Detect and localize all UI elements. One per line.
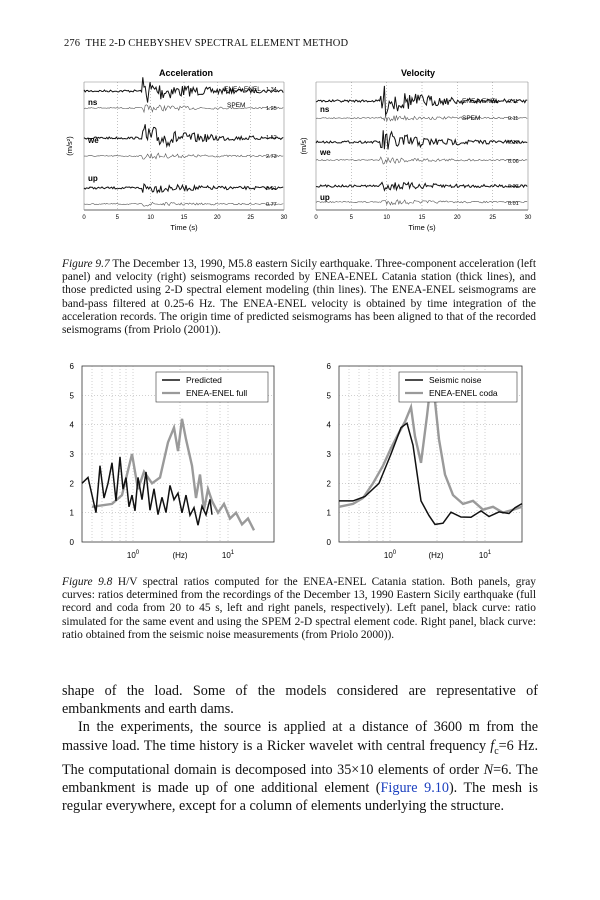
legend-recorded-label: ENEA-ENEL [224, 86, 261, 93]
gray-curve [92, 419, 254, 531]
legend-predicted-label: SPEM [462, 115, 481, 122]
y-tick-label: 5 [69, 391, 74, 401]
figure-9-8 [60, 360, 540, 570]
y-tick-labels [327, 362, 332, 547]
y-tick-label: 1 [326, 508, 331, 518]
caption-label: Figure 9.7 [62, 258, 110, 270]
y-tick-label: 0 [69, 538, 74, 547]
x-tick-label: 5 [349, 215, 353, 221]
x-axis-label: Time (s) [170, 223, 198, 232]
panel-title: Acceleration [158, 68, 214, 78]
y-tick-label: 2 [69, 479, 74, 489]
x-tick-label: 15 [180, 215, 188, 221]
caption-text: The December 13, 1990, M5.8 eastern Sicily earthquake. Three-component acceleration (left panel) and velocity (right) seismograms recorded by ENEA-ENEL Catania station (thick lines), and those predicted using 2-D spectral element modeling (thin lines). The ENEA-ENEL seismograms are band-pass filtered at 0.25-6 Hz. The ENEA-ENEL velocity is obtained by time integration of the acceleration records. The origin time of predicted seismograms has been aligned to that of the recorded seismograms (from Priolo (2001)). [62, 258, 536, 337]
hv-left-panel [70, 362, 274, 560]
y-tick-label: 6 [326, 362, 331, 371]
component-label-we: we [320, 148, 331, 157]
legend [399, 372, 517, 402]
x-tick-label: 0 [82, 215, 86, 221]
caption-label: Figure 9.8 [62, 576, 113, 588]
figure-link[interactable]: Figure 9.10 [380, 779, 449, 796]
legend-entry: ENEA-ENEL full [186, 388, 248, 398]
row-labels [319, 98, 519, 207]
row-labels [87, 86, 277, 208]
component-label-up: up [320, 193, 330, 202]
trace [316, 182, 527, 190]
x-tick-label: $10^0$ [383, 550, 397, 560]
x-tick-label: $10^1$ [478, 550, 492, 560]
hv-right-panel [327, 362, 522, 560]
trace [316, 157, 527, 164]
peak-value: 0.06 [508, 159, 519, 165]
component-label-ns: ns [88, 98, 98, 107]
peak-value: 0.03 [508, 184, 519, 190]
x-tick-label: 30 [524, 215, 532, 221]
trace [316, 200, 527, 205]
y-tick-label: 3 [69, 450, 74, 459]
legend-entry: ENEA-ENEL coda [429, 388, 498, 398]
legend-predicted-label: SPEM [227, 102, 246, 109]
x-tick-label: 25 [489, 215, 497, 221]
x-tick-label: 10 [383, 215, 391, 221]
x-tick-label: 25 [247, 215, 255, 221]
component-label-ns: ns [320, 105, 330, 114]
x-tick-labels [384, 550, 492, 560]
peak-value: 1.25 [266, 106, 277, 112]
x-unit-label: (Hz) [172, 551, 188, 560]
x-tick-labels [127, 550, 235, 560]
panel-title: Velocity [400, 68, 436, 78]
x-axis-label: Time (s) [408, 223, 436, 232]
x-tick-label: 20 [213, 215, 221, 221]
peak-value: 0.11 [508, 99, 519, 105]
x-tick-label: 20 [453, 215, 461, 221]
figure-9-8-caption [62, 576, 536, 642]
x-tick-label: $10^1$ [221, 550, 235, 560]
legend [156, 372, 268, 402]
x-unit-label: (Hz) [428, 551, 444, 560]
y-axis-label: (m/s) [299, 137, 308, 155]
peak-value: 1.34 [266, 87, 277, 93]
peak-value: 0.10 [508, 140, 519, 146]
caption-text: H/V spectral ratios computed for the ENEA-ENEL Catania station. Both panels, gray curves: ratios determined from the recordings of the December 13, 1990 Eastern Sicily earthquake (full record and coda from 20 to 45 s, left and right panels, respectively). Left panel, black curve: ratio simulated for the same event and using the SPEM 2-D spectral element code. Right panel, black curve: ratio obtained from the seismic noise measurements (from Priolo 2000)). [62, 576, 536, 641]
y-tick-labels [70, 362, 75, 547]
trace [84, 202, 283, 206]
x-tick-label: 30 [280, 215, 288, 221]
peak-value: 0.91 [266, 186, 277, 192]
y-tick-label: 2 [326, 479, 331, 489]
y-tick-label: 6 [69, 362, 74, 371]
trace [316, 116, 527, 122]
running-header [64, 38, 348, 49]
legend-entry: Seismic noise [429, 375, 482, 385]
peak-value: 0.77 [266, 202, 277, 208]
black-curve [339, 423, 522, 524]
peak-value: 0.11 [508, 116, 519, 122]
trace [84, 124, 283, 146]
legend-recorded-label: ENEA-ENEL [462, 98, 499, 105]
y-tick-label: 4 [326, 420, 331, 430]
trace [316, 130, 527, 149]
x-tick-label: 5 [115, 215, 119, 221]
body-text [62, 682, 538, 815]
running-title: THE 2-D CHEBYSHEV SPECTRAL ELEMENT METHOD [85, 38, 349, 49]
x-tick-label: 10 [147, 215, 155, 221]
figure-9-7 [60, 60, 540, 248]
component-label-we: we [88, 136, 99, 145]
peak-value: 0.01 [508, 201, 519, 207]
trace [84, 184, 283, 193]
y-axis-label: (m/s²) [65, 136, 74, 156]
page-number: 276 [64, 38, 81, 49]
x-tick-label: $10^0$ [126, 550, 140, 560]
seismogram-traces [84, 77, 283, 206]
x-tick-label: 15 [418, 215, 426, 221]
y-tick-label: 4 [69, 420, 74, 430]
x-tick-label: 0 [314, 215, 318, 221]
legend-entry: Predicted [186, 375, 222, 385]
y-tick-label: 0 [326, 538, 331, 547]
x-tick-labels [314, 215, 532, 221]
peak-value: 1.52 [266, 135, 277, 141]
trace [84, 153, 283, 159]
y-tick-label: 1 [69, 508, 74, 518]
velocity-panel [299, 68, 532, 232]
y-tick-label: 3 [326, 450, 331, 459]
peak-value: 2.73 [266, 154, 277, 160]
figure-9-7-caption [62, 258, 536, 337]
trace [84, 105, 283, 112]
x-tick-labels [82, 215, 288, 221]
paragraph: shape of the load. Some of the models considered are representative of embankments and earth dams. [62, 683, 538, 718]
paragraph: In the experiments, the source is applied at a distance of 3600 m from the massive load. The time history is a Ricker wavelet with central frequency $f_c=6$ Hz. The computational domain is decomposed into 35×10 elements of order N=6. The embankment is made up of one additional element (Figure 9.10). The mesh is regular everywhere, except for a column of elements underlying the structure. [62, 719, 539, 815]
component-label-up: up [88, 174, 98, 183]
y-tick-label: 5 [326, 391, 331, 401]
acceleration-panel [65, 68, 288, 232]
